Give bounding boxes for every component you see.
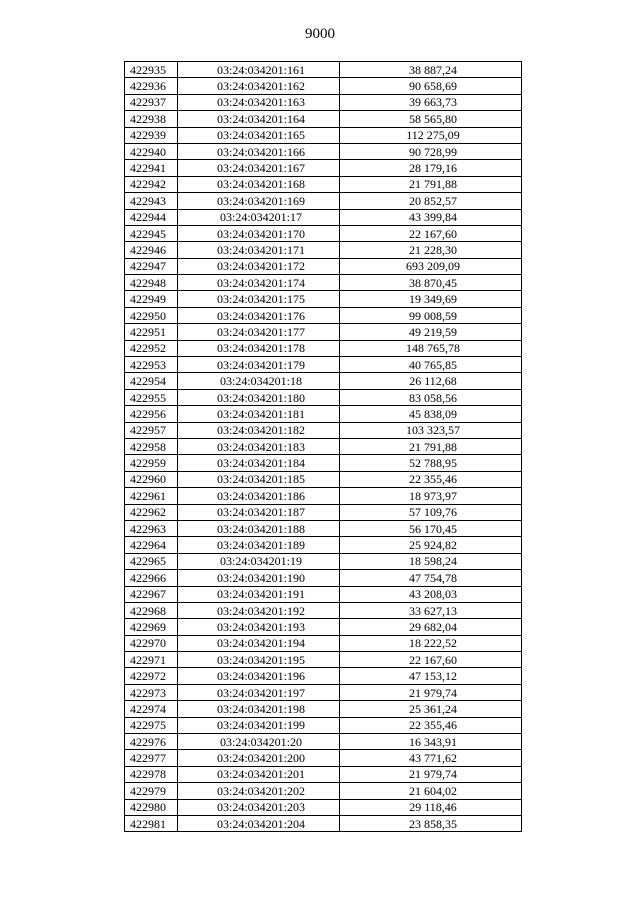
cadastral-number-cell: 03:24:034201:200 xyxy=(178,750,340,766)
row-number-cell: 422972 xyxy=(125,668,178,684)
cadastral-value-cell: 18 973,97 xyxy=(340,488,522,504)
cadastral-value-cell: 21 979,74 xyxy=(340,684,522,700)
table-row xyxy=(125,750,522,766)
row-number-cell: 422951 xyxy=(125,324,178,340)
table-body xyxy=(125,62,522,832)
cadastral-value-cell: 38 870,45 xyxy=(340,275,522,291)
table-row xyxy=(125,504,522,520)
cadastral-value-cell: 103 323,57 xyxy=(340,422,522,438)
cadastral-number-cell: 03:24:034201:18 xyxy=(178,373,340,389)
row-number-cell: 422978 xyxy=(125,766,178,782)
cadastral-value-cell: 19 349,69 xyxy=(340,291,522,307)
table-row xyxy=(125,176,522,192)
row-number-cell: 422937 xyxy=(125,94,178,110)
cadastral-value-cell: 693 209,09 xyxy=(340,258,522,274)
row-number-cell: 422947 xyxy=(125,258,178,274)
row-number-cell: 422977 xyxy=(125,750,178,766)
row-number-cell: 422941 xyxy=(125,160,178,176)
cadastral-value-cell: 33 627,13 xyxy=(340,602,522,618)
table-row xyxy=(125,193,522,209)
cadastral-number-cell: 03:24:034201:174 xyxy=(178,275,340,291)
table-row xyxy=(125,766,522,782)
row-number-cell: 422955 xyxy=(125,389,178,405)
row-number-cell: 422960 xyxy=(125,471,178,487)
table-row xyxy=(125,455,522,471)
row-number-cell: 422946 xyxy=(125,242,178,258)
table-row xyxy=(125,799,522,815)
table-row xyxy=(125,275,522,291)
cadastral-value-cell: 56 170,45 xyxy=(340,520,522,536)
cadastral-number-cell: 03:24:034201:198 xyxy=(178,701,340,717)
cadastral-number-cell: 03:24:034201:195 xyxy=(178,652,340,668)
table-row xyxy=(125,340,522,356)
cadastral-number-cell: 03:24:034201:204 xyxy=(178,815,340,831)
table-row xyxy=(125,488,522,504)
cadastral-number-cell: 03:24:034201:187 xyxy=(178,504,340,520)
table-row xyxy=(125,438,522,454)
table-row xyxy=(125,127,522,143)
cadastral-value-cell: 47 754,78 xyxy=(340,570,522,586)
table-row xyxy=(125,717,522,733)
cadastral-number-cell: 03:24:034201:20 xyxy=(178,734,340,750)
table-row xyxy=(125,78,522,94)
cadastral-number-cell: 03:24:034201:177 xyxy=(178,324,340,340)
cadastral-number-cell: 03:24:034201:194 xyxy=(178,635,340,651)
cadastral-number-cell: 03:24:034201:170 xyxy=(178,225,340,241)
cadastral-number-cell: 03:24:034201:171 xyxy=(178,242,340,258)
table-row xyxy=(125,373,522,389)
cadastral-number-cell: 03:24:034201:203 xyxy=(178,799,340,815)
row-number-cell: 422956 xyxy=(125,406,178,422)
table-row xyxy=(125,242,522,258)
cadastral-value-cell: 21 791,88 xyxy=(340,438,522,454)
table-row xyxy=(125,324,522,340)
cadastral-number-cell: 03:24:034201:178 xyxy=(178,340,340,356)
table-row xyxy=(125,783,522,799)
row-number-cell: 422953 xyxy=(125,357,178,373)
row-number-cell: 422942 xyxy=(125,176,178,192)
table-row xyxy=(125,422,522,438)
row-number-cell: 422938 xyxy=(125,111,178,127)
cadastral-number-cell: 03:24:034201:17 xyxy=(178,209,340,225)
table-row xyxy=(125,537,522,553)
table-row xyxy=(125,62,522,78)
cadastral-number-cell: 03:24:034201:164 xyxy=(178,111,340,127)
table-row xyxy=(125,553,522,569)
cadastral-number-cell: 03:24:034201:186 xyxy=(178,488,340,504)
row-number-cell: 422981 xyxy=(125,815,178,831)
row-number-cell: 422945 xyxy=(125,225,178,241)
table-row xyxy=(125,258,522,274)
cadastral-value-cell: 148 765,78 xyxy=(340,340,522,356)
cadastral-number-cell: 03:24:034201:199 xyxy=(178,717,340,733)
cadastral-number-cell: 03:24:034201:188 xyxy=(178,520,340,536)
row-number-cell: 422935 xyxy=(125,62,178,78)
row-number-cell: 422936 xyxy=(125,78,178,94)
table-row xyxy=(125,684,522,700)
table-row xyxy=(125,668,522,684)
cadastral-number-cell: 03:24:034201:19 xyxy=(178,553,340,569)
row-number-cell: 422968 xyxy=(125,602,178,618)
row-number-cell: 422944 xyxy=(125,209,178,225)
cadastral-value-cell: 22 355,46 xyxy=(340,471,522,487)
cadastral-value-cell: 43 208,03 xyxy=(340,586,522,602)
row-number-cell: 422971 xyxy=(125,652,178,668)
cadastral-number-cell: 03:24:034201:169 xyxy=(178,193,340,209)
table-row xyxy=(125,815,522,831)
cadastral-value-cell: 20 852,57 xyxy=(340,193,522,209)
row-number-cell: 422962 xyxy=(125,504,178,520)
table-row xyxy=(125,570,522,586)
table-row xyxy=(125,635,522,651)
cadastral-number-cell: 03:24:034201:172 xyxy=(178,258,340,274)
cadastral-number-cell: 03:24:034201:184 xyxy=(178,455,340,471)
cadastral-value-cell: 57 109,76 xyxy=(340,504,522,520)
row-number-cell: 422979 xyxy=(125,783,178,799)
row-number-cell: 422950 xyxy=(125,307,178,323)
table-row xyxy=(125,209,522,225)
cadastral-number-cell: 03:24:034201:182 xyxy=(178,422,340,438)
row-number-cell: 422939 xyxy=(125,127,178,143)
table-row xyxy=(125,602,522,618)
cadastral-value-cell: 22 355,46 xyxy=(340,717,522,733)
cadastral-number-cell: 03:24:034201:168 xyxy=(178,176,340,192)
row-number-cell: 422975 xyxy=(125,717,178,733)
cadastral-value-cell: 58 565,80 xyxy=(340,111,522,127)
table-row xyxy=(125,652,522,668)
cadastral-number-cell: 03:24:034201:197 xyxy=(178,684,340,700)
cadastral-value-cell: 45 838,09 xyxy=(340,406,522,422)
cadastral-number-cell: 03:24:034201:176 xyxy=(178,307,340,323)
cadastral-number-cell: 03:24:034201:189 xyxy=(178,537,340,553)
cadastral-number-cell: 03:24:034201:183 xyxy=(178,438,340,454)
table-row xyxy=(125,291,522,307)
cadastral-number-cell: 03:24:034201:181 xyxy=(178,406,340,422)
cadastral-value-cell: 25 361,24 xyxy=(340,701,522,717)
cadastral-value-cell: 26 112,68 xyxy=(340,373,522,389)
table-row xyxy=(125,619,522,635)
row-number-cell: 422980 xyxy=(125,799,178,815)
table-row xyxy=(125,406,522,422)
cadastral-value-cell: 99 008,59 xyxy=(340,307,522,323)
cadastral-number-cell: 03:24:034201:175 xyxy=(178,291,340,307)
cadastral-number-cell: 03:24:034201:191 xyxy=(178,586,340,602)
table-row xyxy=(125,734,522,750)
cadastral-value-cell: 112 275,09 xyxy=(340,127,522,143)
cadastral-value-cell: 21 791,88 xyxy=(340,176,522,192)
row-number-cell: 422963 xyxy=(125,520,178,536)
row-number-cell: 422957 xyxy=(125,422,178,438)
row-number-cell: 422966 xyxy=(125,570,178,586)
table-row xyxy=(125,160,522,176)
cadastral-value-cell: 22 167,60 xyxy=(340,652,522,668)
cadastral-number-cell: 03:24:034201:192 xyxy=(178,602,340,618)
row-number-cell: 422952 xyxy=(125,340,178,356)
cadastral-number-cell: 03:24:034201:201 xyxy=(178,766,340,782)
cadastral-value-cell: 22 167,60 xyxy=(340,225,522,241)
cadastral-number-cell: 03:24:034201:161 xyxy=(178,62,340,78)
cadastral-value-cell: 23 858,35 xyxy=(340,815,522,831)
cadastral-number-cell: 03:24:034201:180 xyxy=(178,389,340,405)
cadastral-value-cell: 16 343,91 xyxy=(340,734,522,750)
row-number-cell: 422969 xyxy=(125,619,178,635)
row-number-cell: 422954 xyxy=(125,373,178,389)
table-row xyxy=(125,225,522,241)
row-number-cell: 422970 xyxy=(125,635,178,651)
table-row xyxy=(125,389,522,405)
row-number-cell: 422974 xyxy=(125,701,178,717)
table-row xyxy=(125,143,522,159)
cadastral-number-cell: 03:24:034201:166 xyxy=(178,143,340,159)
cadastral-number-cell: 03:24:034201:202 xyxy=(178,783,340,799)
row-number-cell: 422967 xyxy=(125,586,178,602)
table-row xyxy=(125,307,522,323)
cadastral-value-cell: 18 598,24 xyxy=(340,553,522,569)
cadastral-number-cell: 03:24:034201:190 xyxy=(178,570,340,586)
row-number-cell: 422948 xyxy=(125,275,178,291)
cadastral-value-cell: 28 179,16 xyxy=(340,160,522,176)
cadastral-value-cell: 90 728,99 xyxy=(340,143,522,159)
cadastral-value-cell: 43 399,84 xyxy=(340,209,522,225)
row-number-cell: 422973 xyxy=(125,684,178,700)
cadastral-value-cell: 38 887,24 xyxy=(340,62,522,78)
cadastral-value-cell: 47 153,12 xyxy=(340,668,522,684)
cadastral-value-cell: 29 682,04 xyxy=(340,619,522,635)
cadastral-number-cell: 03:24:034201:167 xyxy=(178,160,340,176)
cadastral-number-cell: 03:24:034201:193 xyxy=(178,619,340,635)
cadastral-number-cell: 03:24:034201:163 xyxy=(178,94,340,110)
table-row xyxy=(125,520,522,536)
row-number-cell: 422940 xyxy=(125,143,178,159)
table-row xyxy=(125,586,522,602)
row-number-cell: 422959 xyxy=(125,455,178,471)
cadastral-value-cell: 83 058,56 xyxy=(340,389,522,405)
row-number-cell: 422943 xyxy=(125,193,178,209)
cadastral-value-cell: 90 658,69 xyxy=(340,78,522,94)
cadastral-value-cell: 21 604,02 xyxy=(340,783,522,799)
cadastral-number-cell: 03:24:034201:179 xyxy=(178,357,340,373)
table-row xyxy=(125,357,522,373)
cadastral-number-cell: 03:24:034201:185 xyxy=(178,471,340,487)
cadastral-value-cell: 29 118,46 xyxy=(340,799,522,815)
row-number-cell: 422964 xyxy=(125,537,178,553)
row-number-cell: 422961 xyxy=(125,488,178,504)
table-row xyxy=(125,111,522,127)
cadastral-value-table xyxy=(124,61,522,832)
cadastral-value-cell: 43 771,62 xyxy=(340,750,522,766)
row-number-cell: 422965 xyxy=(125,553,178,569)
cadastral-value-cell: 39 663,73 xyxy=(340,94,522,110)
table-row xyxy=(125,701,522,717)
cadastral-value-cell: 21 979,74 xyxy=(340,766,522,782)
cadastral-value-cell: 21 228,30 xyxy=(340,242,522,258)
row-number-cell: 422949 xyxy=(125,291,178,307)
cadastral-value-cell: 25 924,82 xyxy=(340,537,522,553)
cadastral-value-cell: 18 222,52 xyxy=(340,635,522,651)
cadastral-value-cell: 40 765,85 xyxy=(340,357,522,373)
row-number-cell: 422958 xyxy=(125,438,178,454)
row-number-cell: 422976 xyxy=(125,734,178,750)
page-number: 9000 xyxy=(305,26,335,42)
table-row xyxy=(125,94,522,110)
cadastral-value-cell: 52 788,95 xyxy=(340,455,522,471)
cadastral-number-cell: 03:24:034201:196 xyxy=(178,668,340,684)
cadastral-number-cell: 03:24:034201:162 xyxy=(178,78,340,94)
cadastral-number-cell: 03:24:034201:165 xyxy=(178,127,340,143)
table-row xyxy=(125,471,522,487)
cadastral-value-cell: 49 219,59 xyxy=(340,324,522,340)
